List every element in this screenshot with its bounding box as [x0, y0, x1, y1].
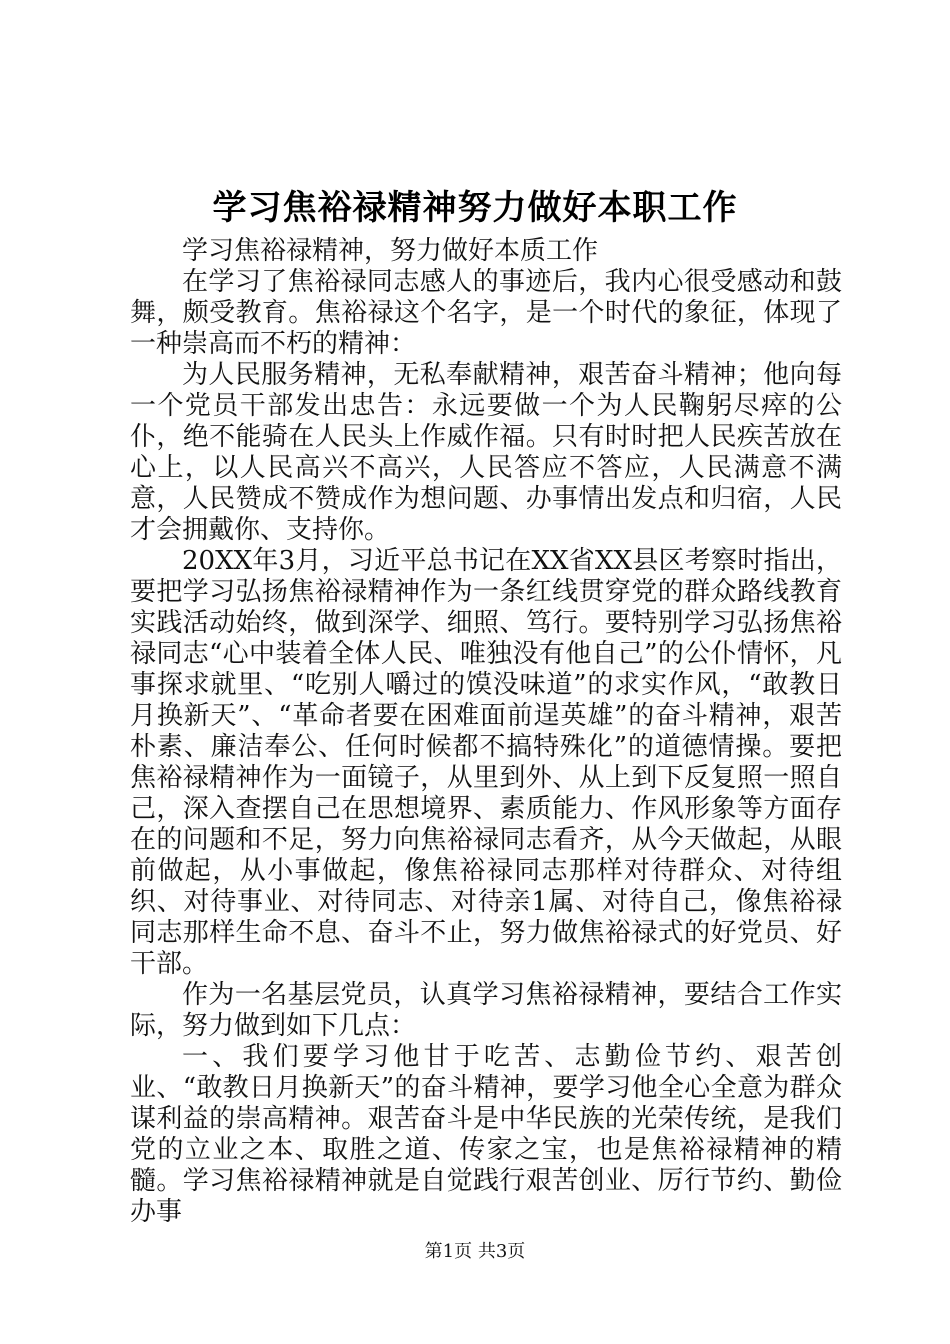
page-number-footer: 第1页 共3页	[424, 1241, 526, 1262]
paragraph-subtitle: 学习焦裕禄精神，努力做好本质工作	[182, 236, 599, 266]
paragraph-intro: 在学习了焦裕禄同志感人的事迹后，我内心很受感动和鼓舞，颇受教育。焦裕禄这个名字，是一个时代的象征，体现了一种崇高而不朽的精神：	[130, 267, 842, 359]
document-body	[130, 236, 842, 1228]
paragraph-spirit: 为人民服务精神，无私奉献精神，艰苦奋斗精神；他向每一个党员干部发出忠告：永远要做一个为人民鞠躬尽瘁的公仆，绝不能骑在人民头上作威作福。只有时时把人民疾苦放在心上，以人民高兴不高兴，人民答应不答应，人民满意不满意，人民赞成不赞成作为想问题、办事情出发点和归宿，人民才会拥戴你、支持你。	[130, 360, 842, 545]
paragraph-member: 作为一名基层党员，认真学习焦裕禄精神，要结合工作实际，努力做到如下几点：	[130, 980, 842, 1041]
document-title: 学习焦裕禄精神努力做好本职工作	[212, 188, 738, 228]
paragraph-speech: 20XX年3月，习近平总书记在XX省XX县区考察时指出，要把学习弘扬焦裕禄精神作为一条红线贯穿党的群众路线教育实践活动始终，做到深学、细照、笃行。要特别学习弘扬焦裕禄同志“心中装着全体人民、唯独没有他自己”的公仆情怀，凡事探求就里、“吃别人嚼过的馍没味道”的求实作风，“敢教日月换新天”、“革命者要在困难面前逞英雄”的奋斗精神，艰苦朴素、廉洁奉公、任何时候都不搞特殊化”的道德情操。要把焦裕禄精神作为一面镜子，从里到外、从上到下反复照一照自己，深入查摆自己在思想境界、素质能力、作风形象等方面存在的问题和不足，努力向焦裕禄同志看齐，从今天做起，从眼前做起，从小事做起，像焦裕禄同志那样对待群众、对待组织、对待事业、对待同志、对待亲1属、对待自己，像焦裕禄同志那样生命不息、奋斗不止，努力做焦裕禄式的好党员、好干部。	[130, 546, 842, 979]
paragraph-point-one: 一、我们要学习他甘于吃苦、志勤俭节约、艰苦创业、“敢教日月换新天”的奋斗精神，要学习他全心全意为群众谋利益的崇高精神。艰苦奋斗是中华民族的光荣传统，是我们党的立业之本、取胜之道、传家之宝，也是焦裕禄精神的精髓。学习焦裕禄精神就是自觉践行艰苦创业、厉行节约、勤俭办事	[130, 1042, 842, 1227]
